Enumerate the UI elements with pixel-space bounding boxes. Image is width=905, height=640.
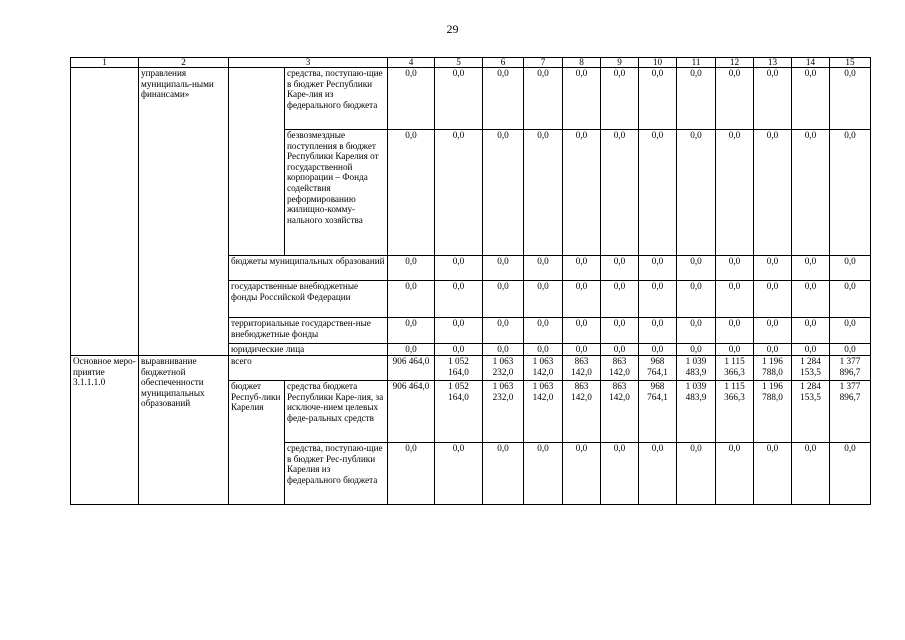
- value-cell: 0,0: [716, 68, 754, 130]
- value-cell: 0,0: [792, 318, 830, 344]
- value-cell: 0,0: [601, 256, 639, 281]
- value-cell: 1 377 896,7: [830, 381, 871, 443]
- value-cell: 0,0: [435, 318, 483, 344]
- source-cell: безвозмездные поступления в бюджет Республики Карелия от государственной корпорации – Фонда содействия реформированию жилищно-комму-нального хозяйства: [285, 130, 388, 256]
- table-row: [71, 356, 871, 381]
- value-cell: 0,0: [483, 344, 524, 356]
- source-cell: территориальные государствен-ные внебюджетные фонды: [229, 318, 388, 344]
- value-cell: 0,0: [435, 344, 483, 356]
- source-cell: юридические лица: [229, 344, 388, 356]
- header-cell: 10: [639, 58, 677, 68]
- value-cell: 863 142,0: [563, 381, 601, 443]
- value-cell: 0,0: [524, 443, 563, 505]
- value-cell: 0,0: [754, 68, 792, 130]
- source-cell: средства, поступаю-щие в бюджет Республики Каре-лия из федерального бюджета: [285, 68, 388, 130]
- value-cell: 0,0: [601, 443, 639, 505]
- value-cell: 0,0: [563, 344, 601, 356]
- source-cell: бюджеты муниципальных образований: [229, 256, 388, 281]
- value-cell: 0,0: [639, 443, 677, 505]
- value-cell: 863 142,0: [601, 381, 639, 443]
- value-cell: 1 052 164,0: [435, 356, 483, 381]
- table-row: [71, 68, 871, 130]
- value-cell: 0,0: [677, 68, 716, 130]
- value-cell: 0,0: [524, 318, 563, 344]
- value-cell: 0,0: [639, 68, 677, 130]
- header-cell: 7: [524, 58, 563, 68]
- value-cell: 0,0: [754, 344, 792, 356]
- value-cell: 1 063 232,0: [483, 356, 524, 381]
- value-cell: 1 039 483,9: [677, 356, 716, 381]
- header-cell: 3: [229, 58, 388, 68]
- value-cell: 906 464,0: [388, 381, 435, 443]
- value-cell: 0,0: [792, 344, 830, 356]
- budget-label-cell: [229, 68, 285, 256]
- value-cell: 968 764,1: [639, 381, 677, 443]
- budget-table: [70, 57, 871, 505]
- value-cell: 863 142,0: [563, 356, 601, 381]
- value-cell: 0,0: [677, 130, 716, 256]
- value-cell: 0,0: [435, 443, 483, 505]
- value-cell: 0,0: [754, 130, 792, 256]
- value-cell: 0,0: [601, 130, 639, 256]
- value-cell: 0,0: [435, 256, 483, 281]
- value-cell: 0,0: [388, 256, 435, 281]
- value-cell: 0,0: [483, 318, 524, 344]
- source-cell: средства бюджета Республики Каре-лия, за исключе-нием целевых феде-ральных средств: [285, 381, 388, 443]
- value-cell: 906 464,0: [388, 356, 435, 381]
- value-cell: 1 063 232,0: [483, 381, 524, 443]
- value-cell: 0,0: [483, 443, 524, 505]
- header-row: [71, 58, 871, 68]
- program-name-cell: выравнивание бюджетной обеспеченности муниципальных образований: [139, 356, 229, 505]
- value-cell: 0,0: [388, 318, 435, 344]
- value-cell: 0,0: [716, 318, 754, 344]
- header-cell: 14: [792, 58, 830, 68]
- budget-label-cell: бюджет Респуб-лики Карелия: [229, 381, 285, 505]
- header-cell: 12: [716, 58, 754, 68]
- value-cell: 0,0: [754, 318, 792, 344]
- header-cell: 13: [754, 58, 792, 68]
- value-cell: 0,0: [716, 130, 754, 256]
- value-cell: 0,0: [524, 256, 563, 281]
- value-cell: 968 764,1: [639, 356, 677, 381]
- value-cell: 0,0: [639, 318, 677, 344]
- value-cell: 0,0: [830, 130, 871, 256]
- value-cell: 0,0: [524, 344, 563, 356]
- value-cell: 0,0: [677, 344, 716, 356]
- value-cell: 0,0: [792, 443, 830, 505]
- header-cell: 5: [435, 58, 483, 68]
- value-cell: 0,0: [435, 130, 483, 256]
- value-cell: 0,0: [388, 281, 435, 318]
- value-cell: 0,0: [830, 256, 871, 281]
- value-cell: 0,0: [563, 130, 601, 256]
- value-cell: 0,0: [639, 344, 677, 356]
- value-cell: 0,0: [601, 281, 639, 318]
- value-cell: 0,0: [792, 130, 830, 256]
- value-cell: 0,0: [524, 68, 563, 130]
- measure-cell: Основное меро-приятие 3.1.1.1.0: [71, 356, 139, 505]
- value-cell: 0,0: [639, 130, 677, 256]
- value-cell: 1 196 788,0: [754, 381, 792, 443]
- header-cell: 4: [388, 58, 435, 68]
- value-cell: 0,0: [830, 443, 871, 505]
- value-cell: 0,0: [388, 68, 435, 130]
- value-cell: 1 063 142,0: [524, 381, 563, 443]
- value-cell: 0,0: [388, 130, 435, 256]
- source-cell: государственные внебюджетные фонды Российской Федерации: [229, 281, 388, 318]
- value-cell: 1 063 142,0: [524, 356, 563, 381]
- header-cell: 6: [483, 58, 524, 68]
- value-cell: 0,0: [677, 318, 716, 344]
- value-cell: 1 196 788,0: [754, 356, 792, 381]
- value-cell: 0,0: [435, 68, 483, 130]
- value-cell: 0,0: [830, 281, 871, 318]
- value-cell: 0,0: [563, 256, 601, 281]
- header-cell: 2: [139, 58, 229, 68]
- value-cell: 0,0: [792, 68, 830, 130]
- header-cell: 15: [830, 58, 871, 68]
- value-cell: 0,0: [716, 256, 754, 281]
- header-cell: 1: [71, 58, 139, 68]
- value-cell: 1 115 366,3: [716, 381, 754, 443]
- value-cell: 0,0: [524, 130, 563, 256]
- value-cell: 1 284 153,5: [792, 381, 830, 443]
- value-cell: 0,0: [388, 443, 435, 505]
- value-cell: 0,0: [754, 256, 792, 281]
- value-cell: 0,0: [677, 281, 716, 318]
- value-cell: 0,0: [830, 68, 871, 130]
- value-cell: 0,0: [639, 281, 677, 318]
- value-cell: 0,0: [792, 256, 830, 281]
- header-cell: 8: [563, 58, 601, 68]
- value-cell: 1 039 483,9: [677, 381, 716, 443]
- value-cell: 863 142,0: [601, 356, 639, 381]
- value-cell: 0,0: [601, 344, 639, 356]
- value-cell: 0,0: [563, 281, 601, 318]
- value-cell: 0,0: [830, 344, 871, 356]
- program-name-cell: управления муниципаль-ными финансами»: [139, 68, 229, 356]
- source-cell: всего: [229, 356, 388, 381]
- value-cell: 0,0: [483, 281, 524, 318]
- header-cell: 9: [601, 58, 639, 68]
- value-cell: 0,0: [435, 281, 483, 318]
- page-number: 29: [446, 22, 459, 36]
- header-cell: 11: [677, 58, 716, 68]
- value-cell: 0,0: [388, 344, 435, 356]
- value-cell: 0,0: [716, 344, 754, 356]
- value-cell: 0,0: [830, 318, 871, 344]
- value-cell: 0,0: [483, 130, 524, 256]
- value-cell: 0,0: [677, 443, 716, 505]
- value-cell: 0,0: [754, 443, 792, 505]
- value-cell: 0,0: [601, 318, 639, 344]
- value-cell: 1 377 896,7: [830, 356, 871, 381]
- value-cell: 1 284 153,5: [792, 356, 830, 381]
- measure-cell: [71, 68, 139, 356]
- source-cell: средства, поступаю-щие в бюджет Рес-публики Карелия из федерального бюджета: [285, 443, 388, 505]
- value-cell: 0,0: [563, 318, 601, 344]
- value-cell: 0,0: [716, 443, 754, 505]
- value-cell: 0,0: [483, 256, 524, 281]
- value-cell: 0,0: [563, 68, 601, 130]
- value-cell: 0,0: [792, 281, 830, 318]
- value-cell: 0,0: [483, 68, 524, 130]
- value-cell: 1 115 366,3: [716, 356, 754, 381]
- value-cell: 0,0: [639, 256, 677, 281]
- value-cell: 0,0: [677, 256, 716, 281]
- value-cell: 0,0: [754, 281, 792, 318]
- value-cell: 0,0: [716, 281, 754, 318]
- value-cell: 0,0: [524, 281, 563, 318]
- value-cell: 1 052 164,0: [435, 381, 483, 443]
- value-cell: 0,0: [601, 68, 639, 130]
- value-cell: 0,0: [563, 443, 601, 505]
